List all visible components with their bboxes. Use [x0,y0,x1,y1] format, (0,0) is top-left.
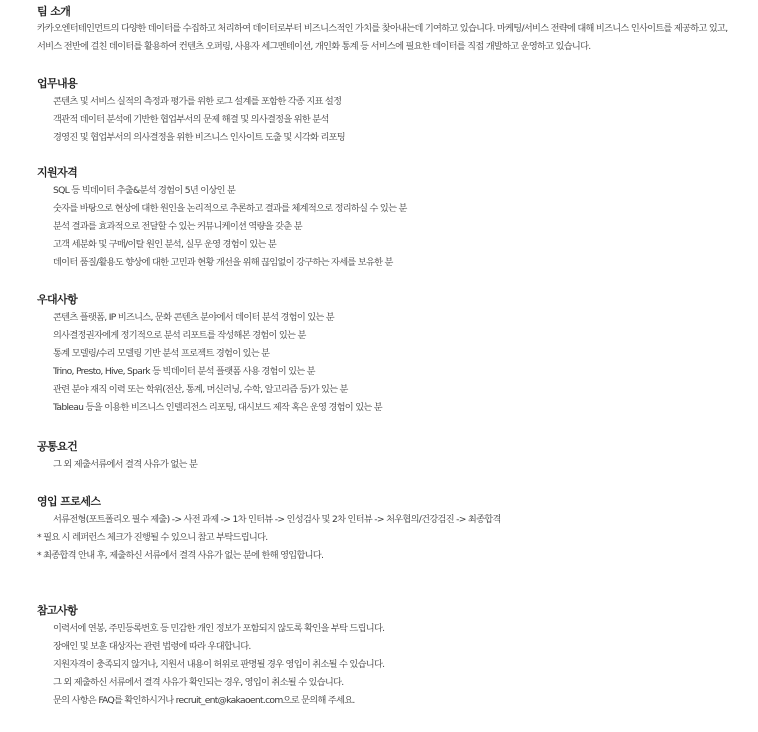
list-item: 객관적 데이터 분석에 기반한 협업부서의 문제 해결 및 의사결정을 위한 분석 [53,114,329,125]
common-heading: 공통요건 [37,440,78,453]
list-item: 문의 사항은 FAQ를 확인하시거나 recruit_ent@kakaoent.com으로 문의해 주세요. [53,695,355,706]
team-intro-heading: 팀 소개 [37,5,71,18]
common-section [37,440,730,474]
list-item: 이력서에 연봉, 주민등록번호 등 민감한 개인 정보가 포함되지 않도록 확인을 부탁 드립니다. [53,623,385,634]
list-item: 분석 결과를 효과적으로 전달할 수 있는 커뮤니케이션 역량을 갖춘 분 [53,221,302,232]
qualifications-section [37,166,730,272]
process-section [37,495,730,565]
list-item: 경영진 및 협업부서의 의사결정을 위한 비즈니스 인사이트 도출 및 시각화 리포팅 [53,132,345,143]
list-item: 그 외 제출하신 서류에서 결격 사유가 확인되는 경우, 영입이 취소될 수 있습니다. [53,677,344,688]
process-steps: 서류전형(포트폴리오 필수 제출) -> 사전 과제 -> 1차 인터뷰 -> 인성검사 및 2차 인터뷰 -> 처우협의/건강검진 -> 최종합격 [53,514,501,525]
reference-section [37,604,730,710]
list-item: 지원자격이 충족되지 않거나, 지원서 내용이 허위로 판명될 경우 영입이 취소될 수 있습니다. [53,659,385,670]
list-item: 그 외 제출서류에서 결격 사유가 없는 분 [53,459,198,470]
team-intro-line-2: 서비스 전반에 걸친 데이터를 활용하여 컨텐츠 오퍼링, 사용자 세그멘테이션, 개인화 통계 등 서비스에 필요한 데이터를 직접 개발하고 운영하고 있습니다. [37,41,591,52]
process-list [37,511,730,529]
team-intro-section [37,5,730,56]
list-item: 관련 분야 재직 이력 또는 학위(전산, 통계, 머신러닝, 수학, 알고리즘 등)가 있는 분 [53,384,348,395]
process-note-1: * 필요 시 레퍼런스 체크가 진행될 수 있으니 참고 부탁드립니다. [37,532,268,543]
list-item: 장애인 및 보훈 대상자는 관련 법령에 따라 우대합니다. [53,641,251,652]
reference-list [37,620,730,710]
list-item: 데이터 품질/활용도 향상에 대한 고민과 현황 개선을 위해 끊임없이 강구하는 자세를 보유한 분 [53,257,393,268]
process-note-2: * 최종합격 안내 후, 제출하신 서류에서 결격 사유가 없는 분에 한해 영입합니다. [37,550,324,561]
list-item: 의사결정권자에게 정기적으로 분석 리포트를 작성해본 경험이 있는 분 [53,330,306,341]
preferred-heading: 우대사항 [37,293,78,306]
reference-heading: 참고사항 [37,604,78,617]
list-item: Trino, Presto, Hive, Spark 등 빅데이터 분석 플랫폼 사용 경험이 있는 분 [53,366,315,377]
list-item: 고객 세분화 및 구매/이탈 원인 분석, 실무 운영 경험이 있는 분 [53,239,277,250]
list-item: 콘텐츠 플랫폼, IP 비즈니스, 문화 콘텐츠 분야에서 데이터 분석 경험이 있는 분 [53,312,334,323]
preferred-section [37,293,730,417]
list-item: 통계 모델링/수리 모델링 기반 분석 프로젝트 경험이 있는 분 [53,348,270,359]
team-intro-line-1: 카카오엔터테인먼트의 다양한 데이터를 수집하고 처리하여 데이터로부터 비즈니스적인 가치를 찾아내는데 기여하고 있습니다. 마케팅/서비스 전략에 대해 비즈니스 인사이트를 제공하고 있고, [37,23,728,34]
list-item: Tableau 등을 이용한 비즈니스 인텔리전스 리포팅, 대시보드 제작 혹은 운영 경험이 있는 분 [53,402,382,413]
duties-list [37,93,730,147]
duties-heading: 업무내용 [37,77,78,90]
common-list [37,456,730,474]
list-item: 숫자를 바탕으로 현상에 대한 원인을 논리적으로 추론하고 결과를 체계적으로 정리하실 수 있는 분 [53,203,407,214]
preferred-list [37,309,730,417]
duties-section [37,77,730,147]
qualifications-list [37,182,730,272]
list-item: SQL 등 빅데이터 추출&분석 경험이 5년 이상인 분 [53,185,236,196]
process-heading: 영입 프로세스 [37,495,101,508]
qualifications-heading: 지원자격 [37,166,78,179]
list-item: 콘텐츠 및 서비스 실적의 측정과 평가를 위한 로그 설계를 포함한 각종 지표 설정 [53,96,342,107]
